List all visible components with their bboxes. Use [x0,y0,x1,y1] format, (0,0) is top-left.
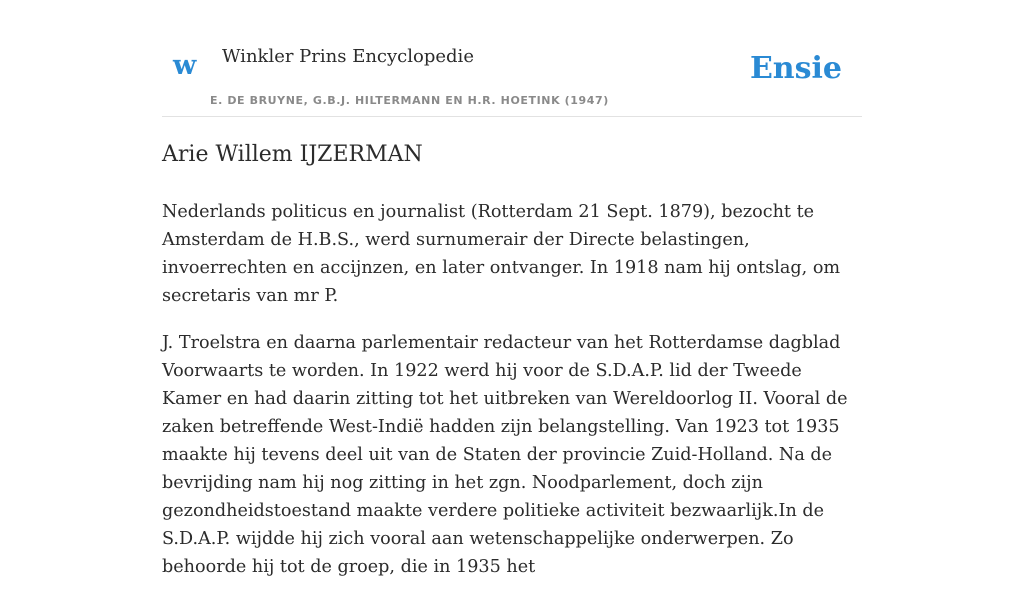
article-paragraph: Nederlands politicus en journalist (Rotterdam 21 Sept. 1879), bezocht te Amsterdam de H.B.S., werd surnumerair der Directe belastingen, invoerrechten en accijnzen, en later ontvanger. In 1918 nam hij ontslag, om secretaris van mr P. [162,202,841,306]
article-paragraph: J. Troelstra en daarna parlementair redacteur van het Rotterdamse dagblad Voorwaarts te worden. In 1922 werd hij voor de S.D.A.P. lid der Tweede Kamer en had daarin zitting tot het uitbreken van Wereldoorlog II. Vooral de zaken betreffende West-Indië hadden zijn belangstelling. Van 1923 tot 1935 maakte hij tevens deel uit van de Staten der provincie Zuid-Holland. Na de bevrijding nam hij nog zitting in het zgn. Noodparlement, doch zijn gezondheidstoestand maakte verdere politieke activiteit bezwaarlijk.In de S.D.A.P. wijdde hij zich vooral aan wetenschappelijke onderwerpen. Zo behoorde hij tot de groep, die in 1935 het [162,333,848,577]
article [162,138,862,600]
site-title[interactable]: Winkler Prins Encyclopedie [222,46,474,67]
brand-logo[interactable]: Ensie [749,51,842,86]
authors-line: E. DE BRUYNE, G.B.J. HILTERMANN EN H.R. HOETINK (1947) [210,94,609,107]
article-title: Arie Willem IJZERMAN [162,142,423,167]
site-logo-icon[interactable]: w [173,50,197,81]
site-header [162,0,862,117]
